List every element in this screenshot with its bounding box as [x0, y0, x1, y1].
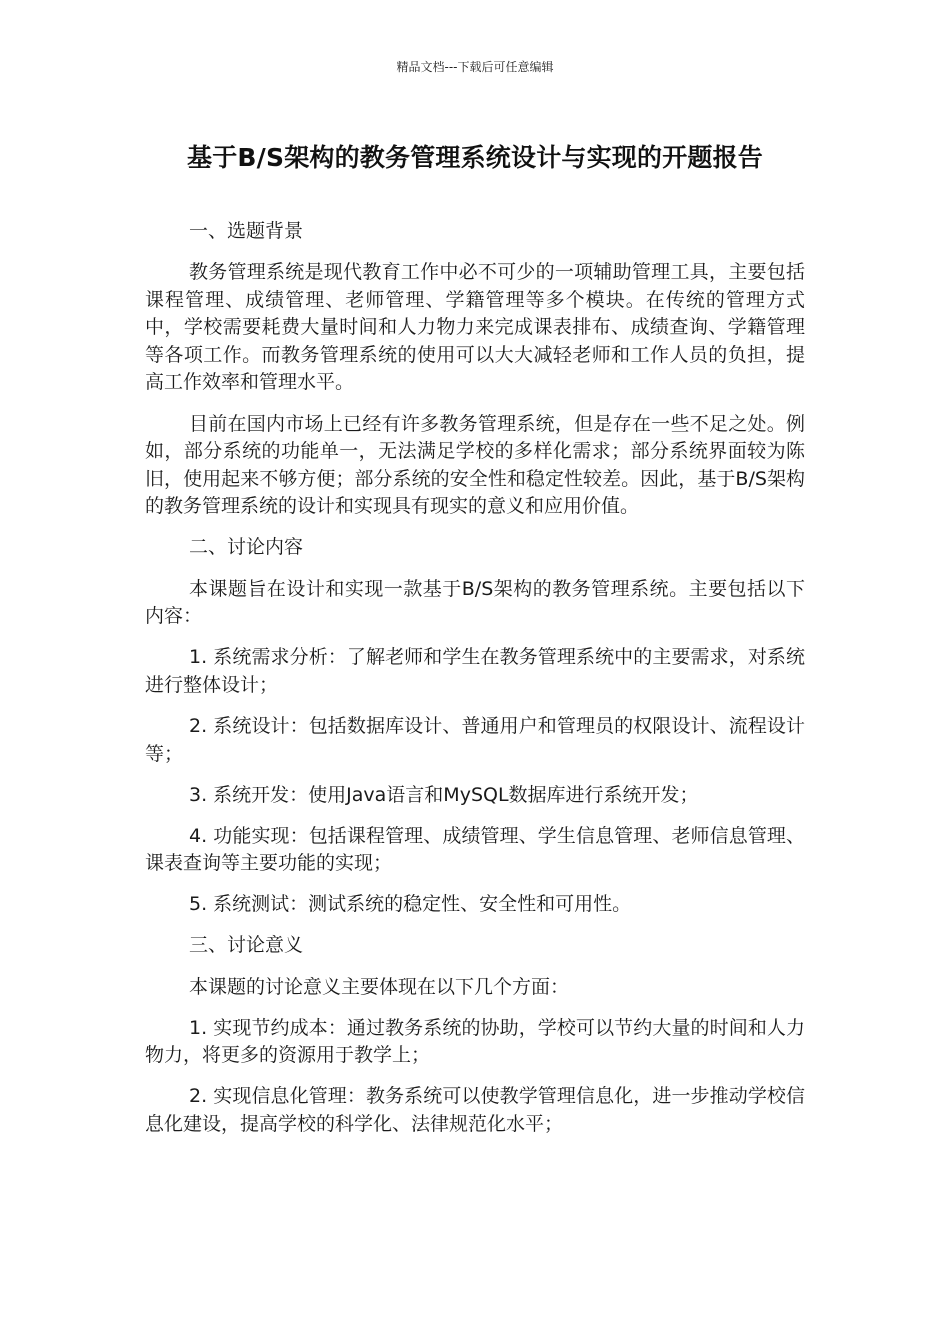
page-header: 精品文档---下载后可任意编辑 — [396, 60, 554, 74]
paragraph: 目前在国内市场上已经有许多教务管理系统，但是存在一些不足之处。例如，部分系统的功能单一，无法满足学校的多样化需求；部分系统界面较为陈旧，使用起来不够方便；部分系统的安全性和稳定性较差。因此，基于B/S架构的教务管理系统的设计和实现具有现实的意义和应用价值。 — [145, 412, 805, 518]
list-item: 1. 系统需求分析：了解老师和学生在教务管理系统中的主要需求，对系统进行整体设计； — [145, 646, 805, 696]
document-title: 基于B/S架构的教务管理系统设计与实现的开题报告 — [187, 143, 763, 172]
list-item: 5. 系统测试：测试系统的稳定性、安全性和可用性。 — [189, 893, 632, 916]
section-heading-background: 一、选题背景 — [189, 220, 304, 242]
list-item: 2. 系统设计：包括数据库设计、普通用户和管理员的权限设计、流程设计等； — [145, 714, 805, 765]
section-heading-significance: 三、讨论意义 — [189, 934, 304, 957]
paragraph: 教务管理系统是现代教育工作中必不可少的一项辅助管理工具，主要包括课程管理、成绩管理、老师管理、学籍管理等多个模块。在传统的管理方式中，学校需要耗费大量时间和人力物力来完成课表排布、成绩查询、学籍管理等各项工作。而教务管理系统的使用可以大大减轻老师和工作人员的负担，提高工作效率和管理水平。 — [145, 261, 805, 394]
list-item: 3. 系统开发：使用Java语言和MySQL数据库进行系统开发； — [189, 783, 699, 806]
paragraph: 本课题的讨论意义主要体现在以下几个方面： — [189, 975, 570, 998]
paragraph: 本课题旨在设计和实现一款基于B/S架构的教务管理系统。主要包括以下内容： — [145, 577, 805, 628]
section-heading-content: 二、讨论内容 — [189, 536, 304, 559]
list-item: 1. 实现节约成本：通过教务系统的协助，学校可以节约大量的时间和人力物力，将更多的资源用于教学上； — [145, 1016, 805, 1067]
list-item: 4. 功能实现：包括课程管理、成绩管理、学生信息管理、老师信息管理、课表查询等主要功能的实现； — [145, 824, 805, 875]
list-item: 2. 实现信息化管理：教务系统可以使教学管理信息化，进一步推动学校信息化建设，提高学校的科学化、法律规范化水平； — [145, 1085, 805, 1135]
document-body — [145, 218, 805, 1152]
